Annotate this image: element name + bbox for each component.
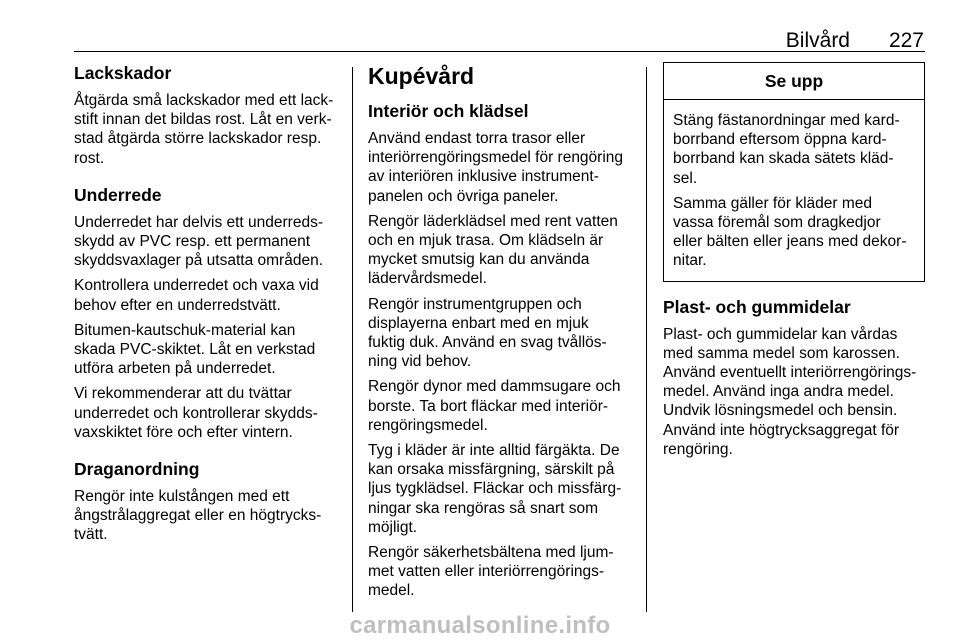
paragraph [74, 276, 344, 314]
paragraph [74, 213, 344, 271]
text-line: ningar ska rengöras så snart som [368, 499, 599, 517]
text-line: displayerna enbart med en mjuk [368, 314, 589, 332]
text-line: Rengör säkerhetsbältena med ljum- [368, 544, 614, 562]
text-line: sel. [673, 169, 698, 187]
text-line: Underredet har delvis ett underreds- [74, 213, 323, 231]
text-line: tvätt. [74, 526, 108, 544]
text-line: Bitumen-kautschuk-material kan [74, 321, 296, 339]
paragraph [368, 295, 634, 372]
text-line: Rengör läderklädsel med rent vatten [368, 212, 618, 230]
text-line: mycket smutsig kan du använda [368, 251, 590, 269]
text-line: vaxskiktet före och efter vintern. [74, 423, 293, 441]
paragraph [74, 384, 344, 442]
column-right [663, 62, 925, 465]
text-line: kan orsaka missfärgning, särskilt på [368, 461, 615, 479]
text-line: Använd endast torra trasor eller [368, 130, 586, 147]
text-line: ångstrålaggregat eller en högtrycks- [74, 507, 322, 525]
text-line: underredet och kontrollerar skydds- [74, 404, 318, 422]
text-line: skydd av PVC resp. ett permanent [74, 233, 311, 251]
text-line: nitar. [673, 252, 707, 270]
paragraph [368, 129, 634, 206]
text-line: Vi rekommenderar att du tvättar [74, 385, 292, 403]
text-line: lädervårdsmedel. [368, 270, 487, 288]
section-gap [74, 448, 344, 458]
caution-title: Se upp [664, 63, 924, 100]
text-line: ning vid behov. [368, 353, 472, 371]
text-line: behov efter en underredstvätt. [74, 296, 281, 314]
text-line: stift innan det bildas rost. Låt en verk- [74, 111, 332, 129]
section-title: Bilvård [785, 29, 850, 52]
section-heading: Lackskador [74, 63, 172, 83]
text-line: Rengör dynor med dammsugare och [368, 378, 621, 396]
text-line: panelen och övriga paneler. [368, 187, 559, 205]
paragraph [74, 321, 344, 379]
text-line: utföra arbeten på underredet. [74, 360, 276, 378]
paragraph [368, 441, 634, 537]
watermark-text: carmanualsonline.info [349, 612, 611, 639]
paragraph [368, 212, 634, 289]
plastic-rubber-heading: Plast- och gummidelar [663, 296, 851, 317]
text-line: rengöring. [663, 440, 733, 458]
text-line: och en mjuk trasa. Om klädseln är [368, 232, 604, 250]
text-line: Stäng fästanordningar med kard- [673, 112, 900, 129]
chapter-title: Kupévård [368, 63, 475, 89]
caution-box [663, 62, 925, 282]
column-left [74, 62, 344, 551]
text-line: Rengör inte kulstången med ett [74, 488, 290, 506]
paragraph [673, 111, 915, 188]
interior-care-text [368, 129, 634, 601]
column-divider-right [646, 67, 647, 612]
text-line: skada PVC-skiktet. Låt en verkstad [74, 341, 316, 359]
text-line: rengöringsmedel. [368, 416, 488, 434]
caution-text [664, 100, 924, 281]
paragraph [74, 487, 344, 545]
text-line: met vatten eller interiörrengörings- [368, 563, 605, 581]
column-divider-left [352, 67, 353, 612]
paragraph [673, 194, 915, 271]
text-line: Åtgärda små lackskador med ett lack- [74, 92, 334, 109]
text-line: med samma medel som karossen. [663, 344, 900, 362]
text-line: Tyg i kläder är inte alltid färgäkta. De [368, 442, 620, 460]
text-line: av interiören inklusive instrument- [368, 168, 599, 186]
text-line: möjligt. [368, 518, 418, 536]
section-gap [74, 174, 344, 184]
text-line: borste. Ta bort fläckar med interiör- [368, 397, 609, 415]
text-line: ljus tygklädsel. Fläckar och missfärg- [368, 480, 622, 498]
plastic-rubber-text [663, 325, 925, 459]
text-line: skyddsvaxlager på utsatta områden. [74, 252, 323, 270]
text-line: vassa föremål som dragkedjor [673, 214, 881, 232]
page-number: 227 [888, 29, 924, 52]
text-line: Använd eventuellt interiörrengörings- [663, 364, 917, 382]
text-line: Rengör instrumentgruppen och [368, 295, 582, 313]
section-heading: Underrede [74, 184, 162, 205]
text-line: Samma gäller för kläder med [673, 194, 872, 212]
text-line: borrband eftersom öppna kard- [673, 131, 887, 149]
subsection-heading: Interiör och klädsel [368, 101, 529, 121]
text-line: medel. Använd inga andra medel. [663, 383, 894, 401]
text-line: Kontrollera underredet och vaxa vid [74, 277, 319, 295]
paragraph [74, 91, 344, 168]
column-middle [368, 62, 634, 607]
text-line: Plast- och gummidelar kan vårdas [663, 325, 898, 343]
text-line: medel. [368, 582, 415, 600]
text-line: Undvik lösningsmedel och bensin. [663, 402, 898, 420]
text-line: Använd inte högtrycksaggregat för [663, 421, 900, 439]
header-divider [74, 51, 925, 52]
text-line: interiörrengöringsmedel för rengöring [368, 149, 624, 167]
section-heading: Draganordning [74, 459, 200, 480]
paragraph [368, 543, 634, 601]
text-line: eller bälten eller jeans med dekor- [673, 233, 907, 251]
paragraph [368, 377, 634, 435]
text-line: borrband kan skada sätets kläd- [673, 150, 894, 168]
text-line: stad åtgärda större lackskador resp. [74, 130, 322, 148]
text-line: rost. [74, 149, 105, 167]
text-line: fuktig duk. Använd en svag tvållös- [368, 334, 607, 352]
